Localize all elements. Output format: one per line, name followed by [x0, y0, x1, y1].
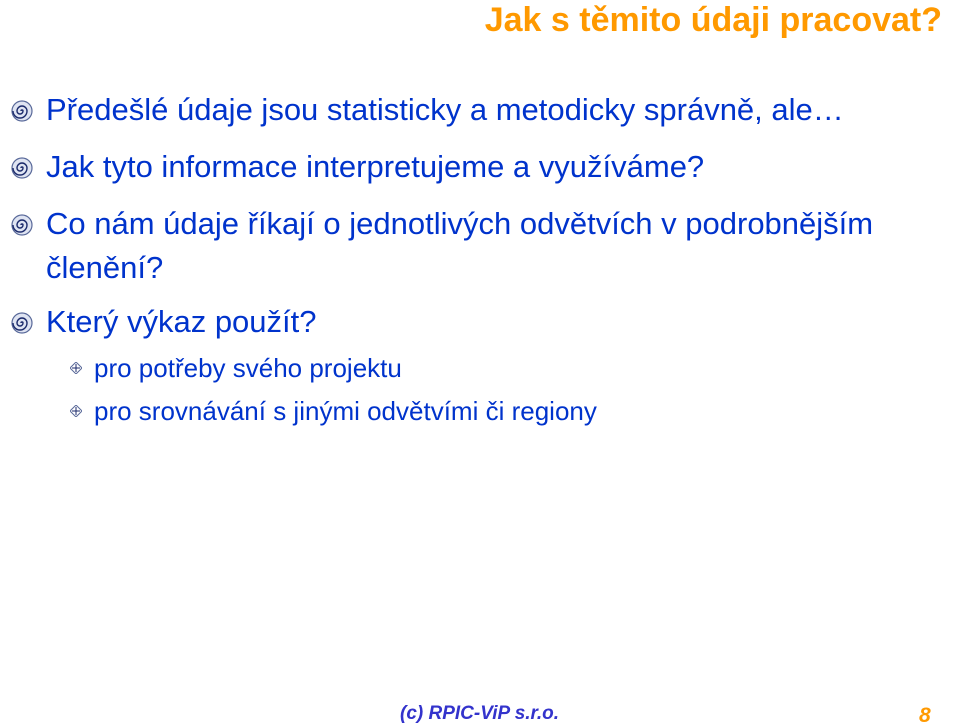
sub-bullet-text: pro potřeby svého projektu [94, 353, 402, 383]
footer-copyright: (c) RPIC-ViP s.r.o. [400, 703, 560, 724]
sub-bullet-text: pro srovnávání s jinými odvětvími či regiony [94, 396, 597, 426]
swirl-bullet-icon [10, 156, 34, 180]
bullet-text: Co nám údaje říkají o jednotlivých odvětvích v podrobnějším členění? [46, 206, 874, 285]
page-number: 8 [919, 704, 931, 727]
swirl-bullet-icon [10, 99, 34, 123]
bullet-text: Předešlé údaje jsou statisticky a metodicky správně, ale… [46, 92, 844, 127]
slide-title: Jak s těmito údaji pracovat? [484, 1, 942, 39]
diamond-bullet-icon [70, 362, 82, 374]
swirl-bullet-icon [10, 213, 34, 237]
bullet-text: Jak tyto informace interpretujeme a využíváme? [46, 149, 705, 184]
bullet-text: Který výkaz použít? [46, 304, 317, 339]
swirl-bullet-icon [10, 311, 34, 335]
diamond-bullet-icon [70, 405, 82, 417]
